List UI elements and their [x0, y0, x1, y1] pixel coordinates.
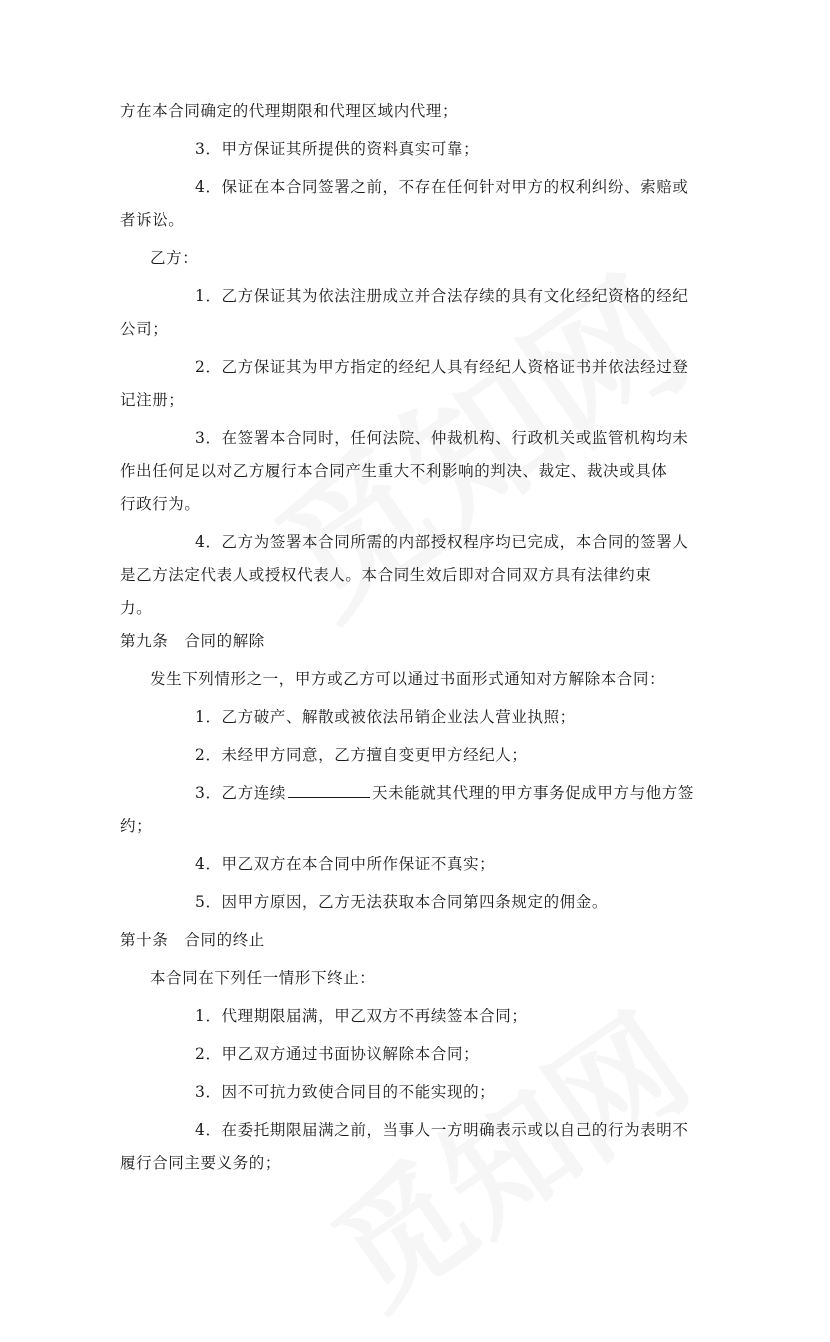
article-9-intro: 发生下列情形之一，甲方或乙方可以通过书面形式通知对方解除本合同：	[150, 670, 666, 688]
article-10-intro: 本合同在下列任一情形下终止：	[150, 969, 376, 987]
paragraph-continuation: 作出任何足以对乙方履行本合同产生重大不利影响的判决、裁定、裁决或具体	[120, 462, 668, 480]
list-item-text: 天未能就其代理的甲方事务促成甲方与他方签	[371, 784, 694, 802]
paragraph-continuation: 履行合同主要义务的；	[120, 1154, 282, 1172]
list-item: 5．因甲方原因，乙方无法获取本合同第四条规定的佣金。	[195, 893, 608, 911]
list-item: 4．乙方为签署本合同所需的内部授权程序均已完成，本合同的签署人	[195, 533, 689, 551]
list-item	[120, 778, 712, 808]
paragraph: 方在本合同确定的代理期限和代理区域内代理；	[120, 102, 459, 120]
list-item: 2．乙方保证其为甲方指定的经纪人具有经纪人资格证书并依法经过登	[195, 358, 689, 376]
list-item: 3．因不可抗力致使合同目的不能实现的；	[195, 1083, 496, 1101]
list-item: 4．甲乙双方在本合同中所作保证不真实；	[195, 855, 496, 873]
list-item: 4．在委托期限届满之前，当事人一方明确表示或以自己的行为表明不	[195, 1121, 689, 1139]
list-item: 2．甲乙双方通过书面协议解除本合同；	[195, 1045, 480, 1063]
article-9-title: 第九条 合同的解除	[120, 632, 265, 650]
paragraph-continuation: 约；	[120, 817, 153, 835]
document-body	[120, 96, 712, 1178]
paragraph-continuation: 者诉讼。	[120, 211, 185, 229]
section-heading-party-b: 乙方：	[150, 249, 199, 267]
list-item: 3．甲方保证其所提供的资料真实可靠；	[195, 140, 480, 158]
list-item: 1．代理期限届满，甲乙双方不再续签本合同；	[195, 1007, 528, 1025]
list-item-text: 3．乙方连续	[195, 784, 286, 802]
paragraph-continuation: 力。	[120, 599, 153, 617]
paragraph-continuation: 公司；	[120, 320, 169, 338]
list-item: 4．保证在本合同签署之前，不存在任何针对甲方的权利纠纷、索赔或	[195, 178, 689, 196]
list-item: 1．乙方破产、解散或被依法吊销企业法人营业执照；	[195, 708, 576, 726]
list-item: 3．在签署本合同时，任何法院、仲裁机构、行政机关或监管机构均未	[195, 429, 689, 447]
list-item: 2．未经甲方同意，乙方擅自变更甲方经纪人；	[195, 746, 528, 764]
list-item: 1．乙方保证其为依法注册成立并合法存续的具有文化经纪资格的经纪	[195, 287, 689, 305]
paragraph-continuation: 是乙方法定代表人或授权代表人。本合同生效后即对合同双方具有法律约束	[120, 566, 652, 584]
article-10-title: 第十条 合同的终止	[120, 931, 265, 949]
paragraph-continuation: 记注册；	[120, 391, 185, 409]
fill-in-blank[interactable]	[288, 779, 370, 798]
paragraph-continuation: 行政行为。	[120, 495, 201, 513]
